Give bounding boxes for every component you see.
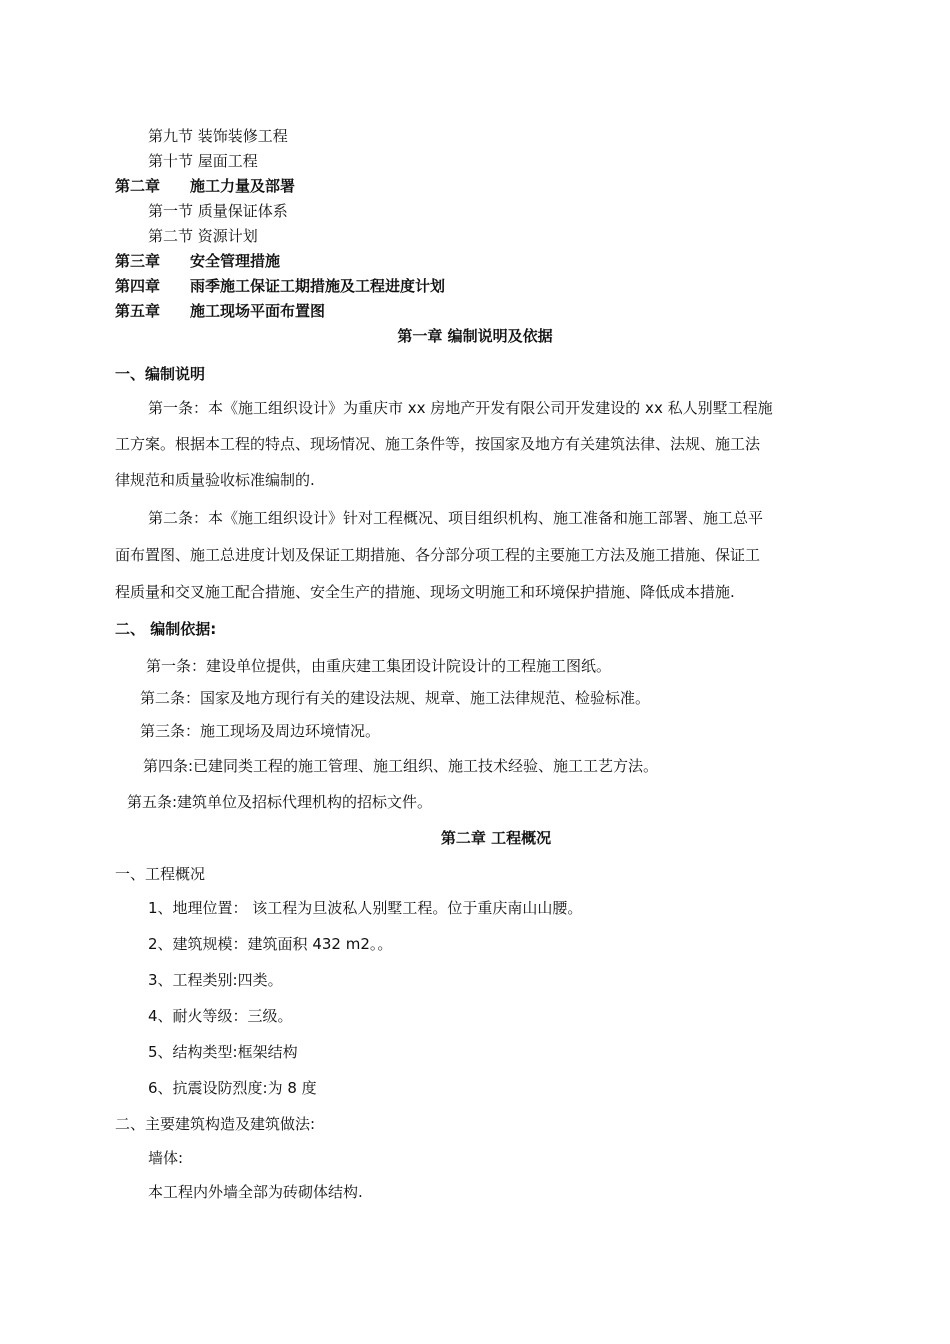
section-heading-compile-basis: 二、 编制依据: [115,620,217,638]
overview-item-scale: 2、建筑规模：建筑面积 432 m2。。 [148,935,393,953]
overview-item-location: 1、地理位置： 该工程为旦波私人别墅工程。位于重庆南山山腰。 [148,899,583,917]
toc-chapter-4 [115,276,445,296]
toc-chapter-number: 第三章 [115,252,161,270]
basis-item-5: 第五条:建筑单位及招标代理机构的招标文件。 [127,793,433,811]
toc-chapter-number: 第二章 [115,177,161,195]
toc-ch2-section-1: 第一节 质量保证体系 [148,202,288,220]
article-1-line-2: 工方案。根据本工程的特点、现场情况、施工条件等，按国家及地方有关建筑法律、法规、施工法 [115,435,761,453]
basis-item-3: 第三条：施工现场及周边环境情况。 [140,722,381,740]
section-heading-project-overview: 一、工程概况 [115,865,206,883]
chapter-2-title: 第二章 工程概况 [440,829,552,847]
article-2-line-3: 程质量和交叉施工配合措施、安全生产的措施、现场文明施工和环境保护措施、降低成本措施. [115,583,735,601]
section-heading-compile-notes: 一、编制说明 [115,365,206,383]
article-1-line-3: 律规范和质量验收标准编制的. [115,471,315,489]
overview-item-seismic: 6、抗震设防烈度:为 8 度 [148,1079,317,1097]
basis-item-2: 第二条：国家及地方现行有关的建设法规、规章、施工法律规范、检验标准。 [140,689,651,707]
toc-ch2-section-2: 第二节 资源计划 [148,227,258,245]
overview-item-category: 3、工程类别:四类。 [148,971,283,989]
overview-item-structure: 5、结构类型:框架结构 [148,1043,298,1061]
toc-section-10: 第十节 屋面工程 [148,152,258,170]
toc-chapter-title: 雨季施工保证工期措施及工程进度计划 [190,277,446,295]
toc-chapter-title: 施工现场平面布置图 [190,302,326,320]
basis-item-1: 第一条：建设单位提供，由重庆建工集团设计院设计的工程施工图纸。 [146,657,612,675]
article-1-line-1: 第一条：本《施工组织设计》为重庆市 xx 房地产开发有限公司开发建设的 xx 私人别墅工程施 [148,399,773,417]
overview-item-fire-rating: 4、耐火等级：三级。 [148,1007,293,1025]
basis-item-4: 第四条:已建同类工程的施工管理、施工组织、施工技术经验、施工工艺方法。 [143,757,659,775]
toc-chapter-3 [115,251,280,271]
article-2-line-1: 第二条：本《施工组织设计》针对工程概况、项目组织机构、施工准备和施工部署、施工总平 [148,509,764,527]
toc-chapter-title: 安全管理措施 [190,252,281,270]
chapter-1-title: 第一章 编制说明及依据 [397,327,553,345]
toc-chapter-number: 第五章 [115,302,161,320]
toc-section-9: 第九节 装饰装修工程 [148,127,288,145]
toc-chapter-2 [115,176,295,196]
article-2-line-2: 面布置图、施工总进度计划及保证工期措施、各分部分项工程的主要施工方法及施工措施、保证工 [115,546,761,564]
section-heading-construction-methods: 二、主要建筑构造及建筑做法: [115,1115,316,1133]
wall-heading: 墙体: [148,1149,184,1167]
toc-chapter-number: 第四章 [115,277,161,295]
wall-description: 本工程内外墙全部为砖砌体结构. [148,1183,363,1201]
toc-chapter-5 [115,301,325,321]
toc-chapter-title: 施工力量及部署 [190,177,296,195]
